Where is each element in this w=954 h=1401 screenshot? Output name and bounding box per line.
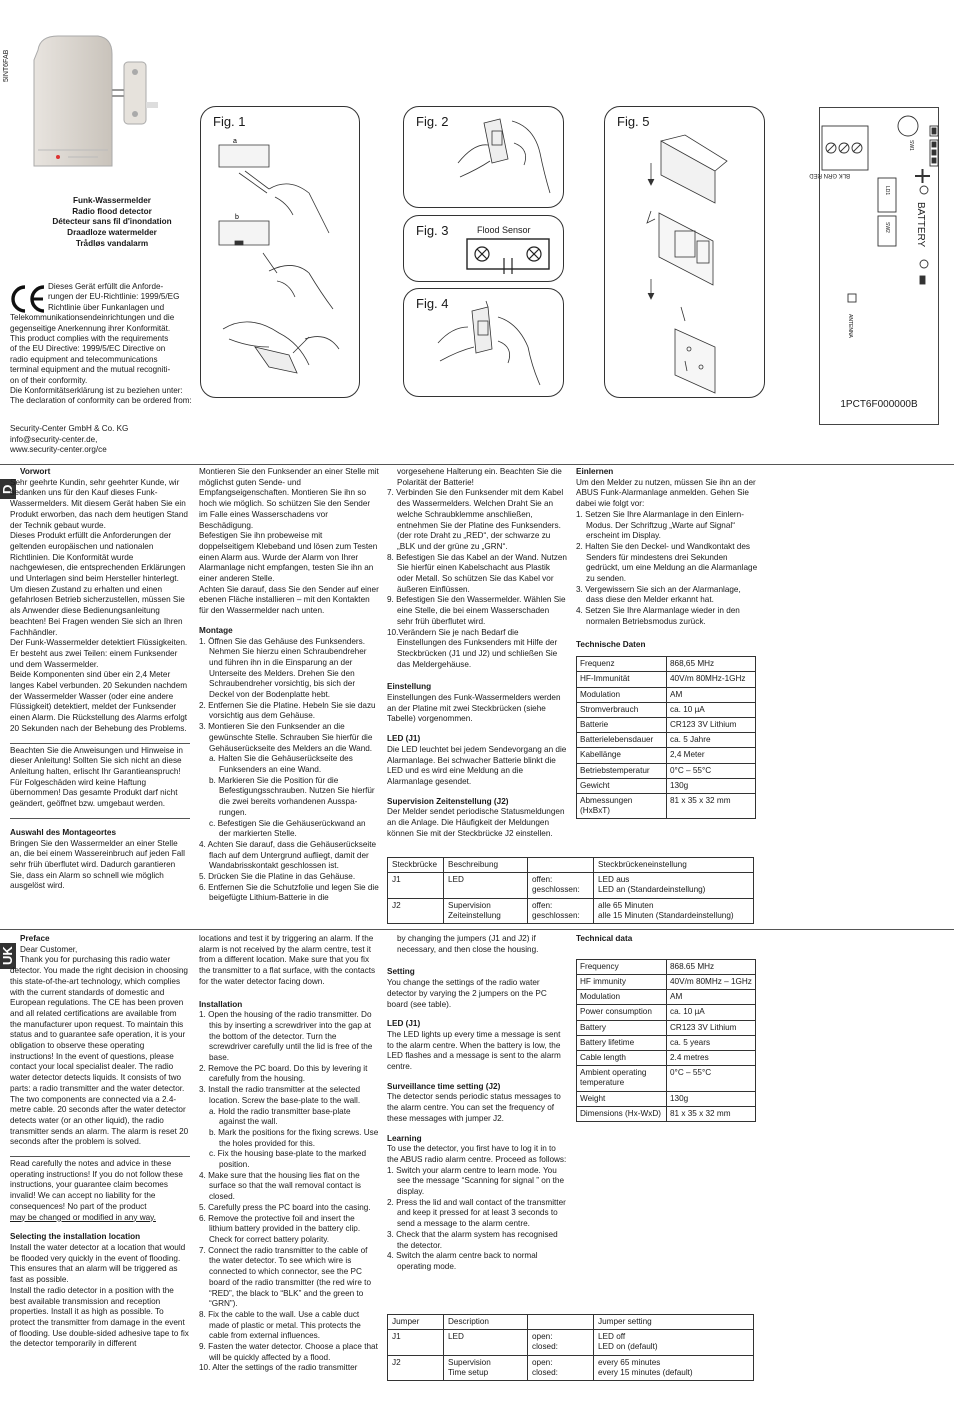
product-photo [28,30,158,180]
table-row: Weight 130g [577,1091,756,1106]
uk-heading-preface: Preface [20,934,50,943]
uk-column-2 [199,934,379,1374]
list-item: 7. Connect the radio transmitter to the cable of the water detector. To see which wire is connected to which connector, see the PC board of the radio transmitter (the red wire to “RED”, the black to “BLK” and the green to “GRN”). [199,1245,372,1309]
de-jumper-table [387,857,754,924]
pcb-antenna-label: ANTENNA [847,314,853,338]
list-item: 10. Alter the settings of the radio transmitter [199,1363,358,1373]
uk-installation-steps [199,1010,379,1374]
table-row: Power consumption ca. 10 µA [577,1005,756,1020]
de-montage-steps [199,637,379,905]
figure-3-label: Fig. 3 [416,223,449,238]
table-row: HF immunity 40V/m 80MHz – 1GHz [577,974,756,989]
pcb-wire-labels: BLK GRN RED [809,172,850,178]
de-column-1 [10,467,190,892]
figure-5-illustration [615,131,759,393]
list-item: 1. Open the housing of the radio transmitter. Do this by inserting a screwdriver into the gap at the bottom of the detector. Turn the screwdriver carefully until the lid is free of the base. [199,1010,373,1063]
list-item: 2. Remove the PC board. Do this by levering it carefully from the housing. [199,1063,368,1084]
list-item: 9. Fasten the water detector. Choose a place that will be quickly affected by a flood. [199,1342,378,1362]
table-row: Kabellänge 2,4 Meter [577,748,756,763]
figure-4-label: Fig. 4 [416,296,449,311]
product-name-de: Funk-Wassermelder [73,196,151,205]
table-row: Abmessungen (HxBxT) 81 x 35 x 32 mm [577,794,756,819]
list-item: 8. Befestigen Sie das Kabel an der Wand. Nutzen Sie hierfür einen Kabelschacht aus Plastik oder Metall. So schützen Sie das Kabel vor äußeren Einflüssen. [387,552,567,594]
pcb-drawing [809,108,940,426]
document-id: 5INT6FAB [3,49,10,82]
list-item: 5. Drücken Sie die Platine in das Gehäuse. [199,872,356,882]
de-c2-p3: Achten Sie darauf, dass Sie den Sender auf einer ebenen Fläche installieren – mit den Kontakten für den Wassermelder nach unten. [199,584,379,616]
uk-warning-b: may be changed or modified in any way. [10,1212,156,1222]
ce-declaration: Dieses Gerät erfüllt die Anforde- rungen der EU-Richtlinie: 1999/5/EG Richtlinie über Funkanlagen und Telekommunikationsendeinrichtungen und die gegenseitige Anerkennung ihrer Konformität. This product complies with the requirements of the EU Directive: 1999/5/EC Directive on radio equipment and telecommunications terminal equipment and the mutual recogniti- on of their conformity. Die Konformitätserklärung ist zu beziehen unter: The declaration of conformity can be ordered from: [10,282,192,406]
table-row: Jumper Description Jumper setting [388,1315,754,1330]
list-item: 1. Setzen Sie Ihre Alarmanlage in den Einlern-Modus. Der Schriftzug „Warte auf Signal“ erscheint im Display. [576,509,744,541]
de-heading-supervision: Supervision Zeitenstellung (J2) [387,796,509,806]
table-row: Modulation AM [577,687,756,702]
list-item: 5. Carefully press the PC board into the casing. [199,1202,371,1212]
uk-led-p: The LED lights up every time a message is sent to the alarm centre. When the battery is low, the LED flashes and a message is sent to the alarm centre. [387,1029,561,1072]
language-band-uk: UK [0,943,16,969]
de-heading-einlernen: Einlernen [576,467,614,476]
de-einstellung-p: Einstellungen des Funk-Wassermelders werden an der Platine mit zwei Steckbrücken (siehe Tabelle) vorgenommen. [387,693,561,724]
company-name: Security-Center GmbH & Co. KG [10,424,129,433]
de-c2-p2: Befestigen Sie ihn probeweise mit doppelseitigem Klebeband und lösen zum Testen einen Alarm aus. Wurde der Alarm von Ihrer Alarmanlage nicht empfangen, testen Sie ihn an einer anderen Stelle. [199,531,378,584]
de-einlernen-steps [576,510,758,628]
de-heading-auswahl: Auswahl des Montageortes [10,827,117,837]
uk-heading-surveillance: Surveillance time setting (J2) [387,1081,501,1091]
table-row: HF-Immunität 40V/m 80MHz-1GHz [577,672,756,687]
product-name-fr: Détecteur sans fil d'inondation [52,217,172,227]
uk-column-1 [10,934,190,1350]
list-item: 6. Entfernen Sie die Schutzfolie und legen Sie die beigefügte Lithium-Batterie in die [199,882,379,903]
list-item: 4. Achten Sie darauf, dass die Gehäuserückseite flach auf dem Untergrund aufliegt, damit der Wandabrisskontakt geschlossen ist. [199,839,377,871]
flood-sensor-diagram [466,238,550,274]
table-row: Betriebstemperatur 0°C – 55°C [577,763,756,778]
list-item: 9. Befestigen Sie den Wassermelder. Wählen Sie eine Stelle, die bei einem Wasserschaden sehr früh überflutet wird. [387,595,566,626]
table-row: Frequency 868.65 MHz [577,959,756,974]
figure-1-a: a [233,138,237,145]
de-column-3 [387,467,567,840]
list-item: 2. Entfernen Sie die Platine. Hebeln Sie sie dazu vorsichtig aus dem Gehäuse. [199,700,376,721]
table-row: Dimensions (Hx-WxD) 81 x 35 x 32 mm [577,1106,756,1121]
flood-sensor-label: Flood Sensor [477,225,531,235]
de-vorwort-p2: Dieses Produkt erfüllt die Anforderungen der geltenden europäischen und nationalen Richtlinien. Die Konformität wurde nachgewiesen, die entsprechenden Erklärungen und Unterlagen sind beim Hersteller hinterlegt. Um diesen Zustand zu erhalten und einen gefahrlosen Betrieb sicherzustellen, müssen Sie als Anwender diese Bedienungsanleitung beachten! Bei Fragen wenden Sie sich an Ihren Fachhändler. [10,531,186,637]
product-names [12,196,212,250]
uk-c2-p1: locations and test it by triggering an alarm. If the alarm is not received by the alarm centre, test it from a different location. Make sure that you fix the transmitter to a flat surface, with the contacts for the water detector facing down. [199,934,376,986]
product-name-en: Radio flood detector [72,206,152,216]
figure-5 [604,106,765,398]
list-item: b. Mark the positions for the fixing screws. Use the holes provided for this. [209,1127,379,1148]
list-item: 4. Setzen Sie Ihre Alarmanlage wieder in den normalen Betriebsmodus zurück. [576,606,740,626]
pcb-diagram [809,107,939,425]
de-heading-montage: Montage [199,625,233,635]
de-warning: Beachten Sie die Anweisungen und Hinweise in dieser Anleitung! Sollten Sie sich nicht an diese Anleitung halten, erlischt Ihr Garantieanspruch! Für Folgeschäden wird keine Haftung übernommen! Das gesamte Produkt darf nicht geändert, geöffnet bzw. umgebaut werden. [10,745,183,809]
table-row: J2 Supervision Time setup open: closed: every 65 minutes every 15 minutes (default) [388,1355,754,1380]
pcb-part-number: 1PCT6F000000B [840,399,918,410]
pcb-ld1-label: LD1 [884,186,890,196]
list-item: 4. Make sure that the housing lies flat on the surface so that the wall removal contact is closed. [199,1170,361,1202]
section-divider-uk [0,929,954,930]
de-vorwort-p1: Sehr geehrte Kundin, sehr geehrter Kunde, wir bedanken uns für den Kauf dieses Funk-Wassermelders. Mit diesem Gerät haben Sie ein Produkt erworben, das nach dem heutigen Stand der Technik gebaut wurde. [10,477,188,530]
company-email: info@security-center.de, [10,434,98,444]
de-heading-led: LED (J1) [387,734,421,744]
de-column-2 [199,467,379,904]
uk-preface-p2: Thank you for purchasing this radio water detector. You made the right decision in choosing this state-of-the-art technology, which complies with the current standards of domestic and European regulations. The CE has been proven and all related certifications are available from the manufacturer upon request. To maintain this status and to guarantee safe operation, it is your obligation to observe these operating instructions! In the event of questions, please contact your local specialist dealer. The radio water detector detects liquids. It consists of two parts: a radio transmitter and the water detector. The two components are connected via a 2.4-metre cable. 20 seconds after the water detector detects water (or an other liquid), the radio transmitter sends an alarm. The alarm is reset 20 seconds after the problem is solved. [10,955,189,1147]
list-item: a. Halten Sie die Gehäuserückseite des Funksenders an eine Wand. [209,754,353,774]
figure-1-illustration [209,133,353,391]
figure-2-label: Fig. 2 [416,114,449,129]
table-row: Stromverbrauch ca. 10 µA [577,702,756,717]
table-row: J2 Supervision Zeiteinstellung offen: geschlossen: alle 65 Minuten alle 15 Minuten (Standardeinstellung) [388,898,754,923]
list-item: c. Fix the housing base-plate to the marked position. [209,1149,367,1170]
figure-3 [403,215,564,282]
uk-heading-selecting: Selecting the installation location [10,1232,141,1242]
company-url: www.security-center.org/ce [10,445,107,455]
list-item: 1. Öffnen Sie das Gehäuse des Funksenders. Nehmen Sie hierzu einen Schraubendreher und führen ihn in die Einsparung an der Unterseite des Melders. Drehen Sie den Schraubendreher vorsichtig, bis sich der Deckel von der Bodenplatte hebt. [199,636,367,700]
figure-2 [403,106,564,208]
table-row: Modulation AM [577,990,756,1005]
list-item: 2. Press the lid and wall contact of the transmitter and keep it pressed for at least 3 seconds to send a message to the alarm centre. [387,1197,566,1229]
table-row: J1 LED offen: geschlossen: LED aus LED an (Standardeinstellung) [388,873,754,898]
de-heading-vorwort: Vorwort [20,467,51,476]
list-item: 3. Install the radio transmitter at the selected location. Screw the base-plate to the wall. [199,1085,361,1105]
table-row: Ambient operating temperature 0°C – 55°C [577,1066,756,1091]
table-row: Frequenz 868,65 MHz [577,657,756,672]
list-item: c. Befestigen Sie die Gehäuserückwand an der markierten Stelle. [209,818,366,839]
uk-heading-setting: Setting [387,967,415,977]
product-name-nl: Draadloze watermelder [67,228,157,238]
list-item: b. Markieren Sie die Position für die Befestigungsschrauben. Nutzen Sie hierfür die zwei bereits vorhandenen Ausspa-rungen. [209,775,375,817]
figure-1-label: Fig. 1 [213,114,246,129]
list-item: 4. Switch the alarm centre back to normal operating mode. [387,1251,538,1271]
de-heading-einstellung: Einstellung [387,682,432,692]
list-item: 7. Verbinden Sie den Funksender mit dem Kabel des Wassermelders. Welchen Draht Sie an welche Schraubklemme anschließen, entnehmen Sie der Platine des Funksenders. (der rote Draht zu „RED“, der schwarze zu „BLK und der grüne zu „GRN“. [387,488,564,551]
de-supervision-p: Der Melder sendet periodische Statusmeldungen an die Anlage. Die Häufigkeit der Meldungen können Sie mit der Steckbrücke J2 einstellen. [387,807,565,838]
language-band-de: D [0,479,16,499]
uk-surveillance-p: The detector sends periodic status messages to the alarm centre. You can set the frequency of these messages with jumper J2. [387,1092,561,1123]
de-auswahl-p: Bringen Sie den Wassermelder an einer Stelle an, die bei einem Wassereinbruch auf jeden Fall sehr früh überflutet wird. Dadurch garantieren Sie, dass ein Alarm so schnell wie möglich ausgelöst wird. [10,838,185,891]
list-item: 6. Remove the protective foil and insert the lithium battery provided in the battery clip. Check for correct battery polarity. [199,1213,361,1244]
figure-4 [403,288,564,397]
uk-setting-p: You change the settings of the radio water detector by varying the 2 jumpers on the PC board (see table). [387,978,547,1009]
de-vorwort-p3: Der Funk-Wassermelder detektiert Flüssigkeiten. Er besteht aus zwei Teilen: einem Funksender und dem Wassermelder. [10,638,188,669]
list-item: 3. Check that the alarm system has recognised the detector. [387,1229,558,1250]
table-row: Batterielebensdauer ca. 5 Jahre [577,733,756,748]
de-heading-technische-daten: Technische Daten [576,639,646,649]
pcb-sw2-label: SW2 [884,222,890,233]
list-item: 10.Verändern Sie je nach Bedarf die Einstellungen des Funksenders mit Hilfe der Steckbrücken (J1 und J2) und schließen Sie das Meldergehäuse. [387,627,558,669]
uk-heading-learning: Learning [387,1133,422,1143]
table-row: Battery lifetime ca. 5 years [577,1035,756,1050]
de-einlernen-p: Um den Melder zu nutzen, müssen Sie ihn an der ABUS Funk-Alarmanlage anmelden. Gehen Sie dabei wie folgt vor: [576,477,756,509]
pcb-sw1-label: SW1 [908,140,914,151]
uk-jumper-table [387,1314,754,1381]
figure-2-illustration [454,113,554,203]
list-item: 1. Switch your alarm centre to learn mode. You see the message “Scanning for signal ” on the display. [387,1165,565,1197]
table-row: Battery CR123 3V Lithium [577,1020,756,1035]
section-divider-de [0,464,954,465]
list-item: 8. Fix the cable to the wall. Use a cable duct made of plastic or metal. This protects the cable from external influences. [199,1309,361,1341]
uk-selecting-p2: Install the radio detector in a position with the best available transmission and reception properties. Install it as high as possible. To protect the transmitter from damage in the event of flooding. Use double-sided adhesive tape to fix the detector temporarily in different [10,1285,189,1349]
uk-learning-p: To use the detector, you first have to log it in to the ABUS radio alarm centre. Proceed as follows: [387,1144,567,1164]
uk-warning-a: Read carefully the notes and advice in these operating instructions! If you do not follow these instructions, your guarantee claim becomes invalid! We can accept no liability for the consequences! No part of the product [10,1159,183,1211]
table-row: Gewicht 130g [577,778,756,793]
uk-column-3 [387,934,567,1273]
list-item: 3. Montieren Sie den Funksender an die gewünschte Stelle. Schrauben Sie hierfür die Gehäuserückseite des Melders an die Wand. [199,722,373,753]
figure-1-b: b [235,214,239,221]
uk-selecting-p1: Install the water detector at a location that would be flooded very quickly in the event of flooding. This ensures that an alarm will be triggered as fast as possible. [10,1242,186,1285]
uk-c3-cont: by changing the jumpers (J1 and J2) if necessary, and then close the housing. [397,934,539,954]
de-c3-steps [387,488,567,670]
company-info [10,424,200,456]
figure-4-illustration [428,297,558,393]
de-led-p: Die LED leuchtet bei jedem Sendevorgang an die Alarmanlage. Bei schwacher Batterie blinkt die LED und es wird eine Meldung an die Alarmanlage gesendet. [387,744,567,786]
figure-1 [200,106,360,398]
product-name-da: Trådløs vandalarm [75,238,149,248]
figure-5-label: Fig. 5 [617,114,650,129]
uk-learning-steps [387,1166,567,1273]
uk-heading-installation: Installation [199,999,243,1009]
table-row: Batterie CR123 3V Lithium [577,718,756,733]
list-item: 2. Halten Sie den Deckel- und Wandkontakt des Senders für mindestens drei Sekunden gedrückt, um eine Meldung an die Alarmanlage zu senden. [576,541,758,584]
uk-heading-technical-data: Technical data [576,934,633,943]
de-c3-cont: vorgesehene Halterung ein. Beachten Sie die Polarität der Batterie! [397,467,562,487]
uk-column-4 [576,934,758,1122]
table-row: Cable length 2.4 metres [577,1050,756,1065]
table-row: J1 LED open: closed: LED off LED on (default) [388,1330,754,1355]
table-row: Steckbrücke Beschreibung Steckbrückeneinstellung [388,858,754,873]
de-vorwort-p4: Beide Komponenten sind über ein 2,4 Meter langes Kabel verbunden. 20 Sekunden nachdem der Wassermelder Wasser (oder eine andere Flüssigkeit) detektiert, meldet der Funksender einen Alarm. Die Rückstellung des Alarms erfolgt 20 Sekunden nach der Behebung des Problems. [10,670,188,733]
de-spec-table [576,656,756,819]
uk-preface-p1: Dear Customer, [20,944,78,954]
pcb-battery-label: BATTERY [915,202,926,248]
de-c2-p1: Montieren Sie den Funksender an einer Stelle mit möglichst guten Sende- und Empfangseigenschaften. Montieren Sie ihn so hoch wie möglich. So schützen Sie den Sender im Falle eines Wasserschadens vor Beschädigung. [199,467,379,530]
list-item: 3. Vergewissern Sie sich an der Alarmanlage, dass diese den Melder erkannt hat. [576,584,741,605]
de-column-4 [576,467,758,819]
uk-heading-led: LED (J1) [387,1019,421,1029]
list-item: a. Hold the radio transmitter base-plate against the wall. [209,1106,351,1127]
uk-spec-table [576,959,756,1122]
